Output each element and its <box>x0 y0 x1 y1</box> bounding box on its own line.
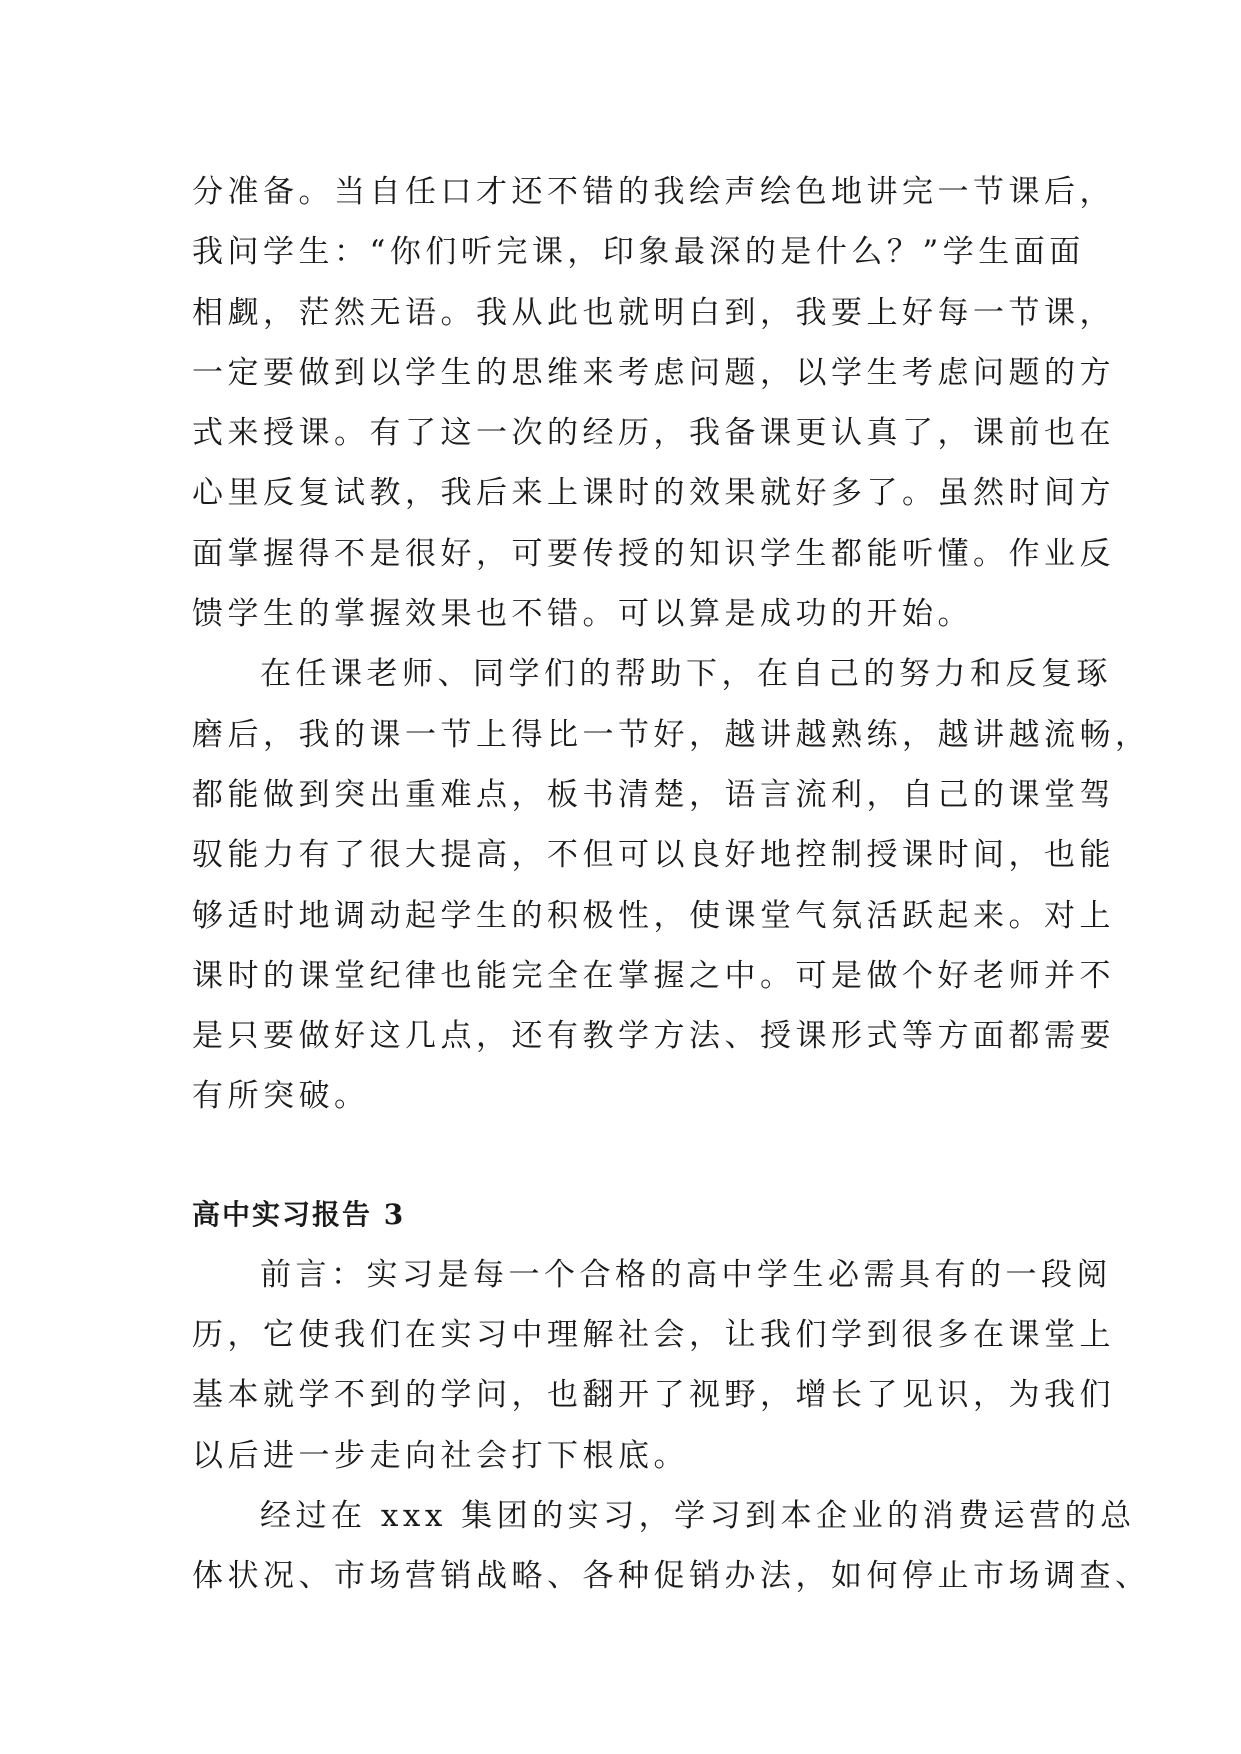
text-line: 磨后，我的课一节上得比一节好，越讲越熟练，越讲越流畅， <box>192 716 1151 753</box>
document-body <box>192 162 1151 1607</box>
internship-paragraph <box>192 1486 1151 1607</box>
text-line: 以后进一步走向社会打下根底。 <box>192 1437 689 1474</box>
text-line: 体状况、市场营销战略、各种促销办法，如何停止市场调查、 <box>192 1558 1151 1595</box>
text-line: 一定要做到以学生的思维来考虑问题，以学生考虑问题的方 <box>192 354 1115 391</box>
text-line: 经过在 xxx 集团的实习，学习到本企业的消费运营的总 <box>260 1497 1136 1534</box>
text-line: 是只要做好这几点，还有教学方法、授课形式等方面都需要 <box>192 1018 1115 1055</box>
continuation-paragraph <box>192 162 1115 644</box>
text-line: 前言：实习是每一个合格的高中学生必需具有的一段阅 <box>260 1256 1112 1293</box>
text-line: 都能做到突出重难点，板书清楚，语言流利，自己的课堂驾 <box>192 776 1115 813</box>
text-line: 基本就学不到的学问，也翻开了视野，增长了见识，为我们 <box>192 1377 1115 1414</box>
text-line: 课时的课堂纪律也能完全在掌握之中。可是做个好老师并不 <box>192 957 1115 994</box>
teaching-progress-paragraph <box>192 644 1151 1126</box>
text-line: 分准备。当自任口才还不错的我绘声绘色地讲完一节课后， <box>192 174 1115 210</box>
section-heading: 高中实习报告 3 <box>192 1197 406 1231</box>
section-spacer <box>192 1127 1062 1185</box>
preface-paragraph <box>192 1245 1115 1486</box>
text-line: 历，它使我们在实习中理解社会，让我们学到很多在课堂上 <box>192 1317 1115 1354</box>
text-line: 相觑，茫然无语。我从此也就明白到，我要上好每一节课， <box>192 294 1115 331</box>
text-line: 心里反复试教，我后来上课时的效果就好多了。虽然时间方 <box>192 475 1115 512</box>
text-line: 有所突破。 <box>192 1078 370 1115</box>
text-line: 在任课老师、同学们的帮助下，在自己的努力和反复琢 <box>260 656 1112 693</box>
text-line: 式来授课。有了这一次的经历，我备课更认真了，课前也在 <box>192 415 1115 452</box>
text-line: 够适时地调动起学生的积极性，使课堂气氛活跃起来。对上 <box>192 897 1115 934</box>
text-line: 我问学生：“你们听完课，印象最深的是什么？”学生面面 <box>192 234 1085 271</box>
text-line: 馈学生的掌握效果也不错。可以算是成功的开始。 <box>192 596 973 633</box>
text-line: 面掌握得不是很好，可要传授的知识学生都能听懂。作业反 <box>192 535 1115 572</box>
text-line: 驭能力有了很大提高，不但可以良好地控制授课时间，也能 <box>192 837 1115 874</box>
